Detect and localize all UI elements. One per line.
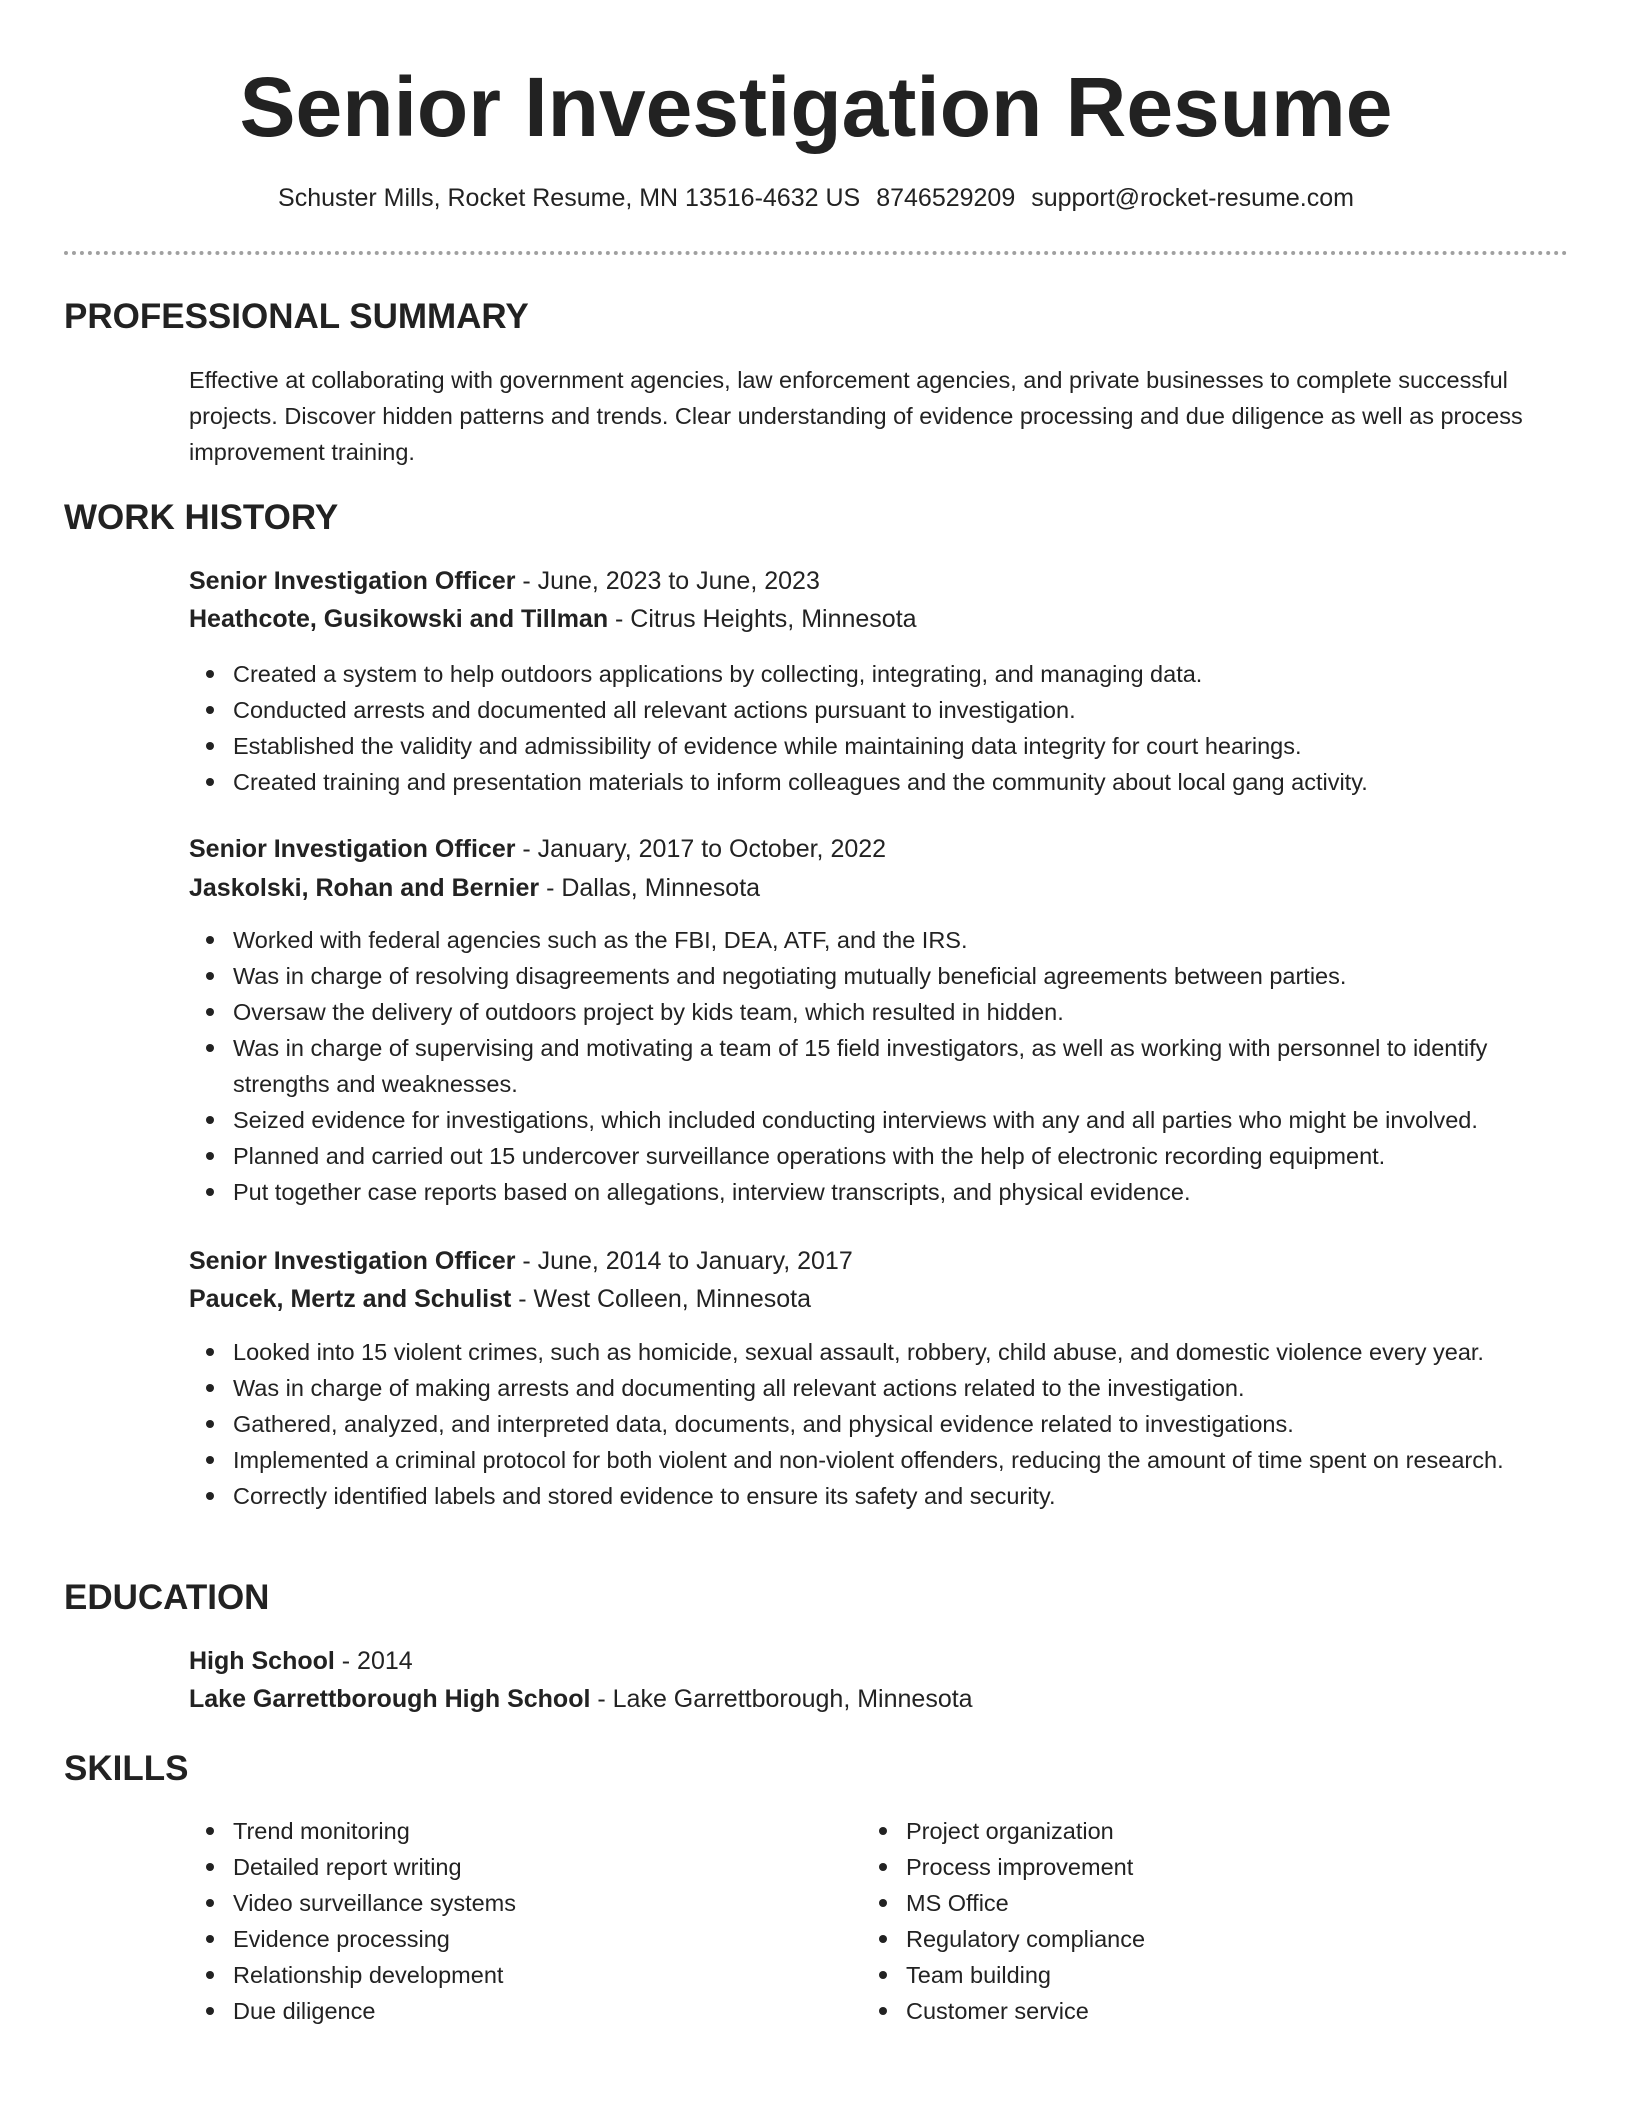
job-bullet: Created a system to help outdoors applications by collecting, integrating, and managing data. (189, 656, 1569, 692)
skill-item: Detailed report writing (189, 1849, 789, 1885)
job-dates: - June, 2014 to January, 2017 (515, 1247, 853, 1275)
job-company: Heathcote, Gusikowski and Tillman (189, 605, 609, 633)
job-company: Paucek, Mertz and Schulist (189, 1285, 512, 1313)
job-company-line (189, 601, 917, 637)
skills-list-right (862, 1813, 1462, 2029)
education-heading: EDUCATION (64, 1578, 270, 1617)
job-bullet: Gathered, analyzed, and interpreted data, documents, and physical evidence related to investigations. (189, 1406, 1569, 1442)
education-degree-line (189, 1643, 413, 1679)
job-bullet: Established the validity and admissibility of evidence while maintaining data integrity for court hearings. (189, 728, 1569, 764)
contact-phone: 8746529209 (876, 184, 1016, 212)
education-location: - Lake Garrettborough, Minnesota (590, 1685, 973, 1713)
job-dates: - January, 2017 to October, 2022 (515, 835, 887, 863)
skills-heading: SKILLS (64, 1749, 189, 1788)
job-bullet: Was in charge of supervising and motivating a team of 15 field investigators, as well as working with personnel to identify strengths and weaknesses. (189, 1030, 1569, 1102)
skill-item: Due diligence (189, 1993, 789, 2029)
skill-item: Regulatory compliance (862, 1921, 1462, 1957)
education-year: - 2014 (334, 1647, 413, 1675)
job-location: - Dallas, Minnesota (539, 874, 761, 902)
skill-item: Evidence processing (189, 1921, 789, 1957)
skill-item: Relationship development (189, 1957, 789, 1993)
job-company: Jaskolski, Rohan and Bernier (189, 874, 540, 902)
job-bullet: Looked into 15 violent crimes, such as homicide, sexual assault, robbery, child abuse, and domestic violence every year. (189, 1334, 1569, 1370)
skill-item: Project organization (862, 1813, 1462, 1849)
contact-line (0, 180, 1632, 216)
job-role: Senior Investigation Officer (189, 567, 516, 595)
skills-list-left (189, 1813, 789, 2029)
work-history-heading: WORK HISTORY (64, 498, 339, 537)
skill-item: Video surveillance systems (189, 1885, 789, 1921)
education-school: Lake Garrettborough High School (189, 1685, 591, 1713)
job-bullet: Planned and carried out 15 undercover surveillance operations with the help of electronic recording equipment. (189, 1138, 1569, 1174)
skill-item: Trend monitoring (189, 1813, 789, 1849)
skill-item: Customer service (862, 1993, 1462, 2029)
education-degree: High School (189, 1647, 335, 1675)
skill-item: Process improvement (862, 1849, 1462, 1885)
job-bullet: Oversaw the delivery of outdoors project by kids team, which resulted in hidden. (189, 994, 1569, 1030)
resume-title: Senior Investigation Resume (239, 60, 1393, 154)
job-bullet: Worked with federal agencies such as the FBI, DEA, ATF, and the IRS. (189, 922, 1569, 958)
job-dates: - June, 2023 to June, 2023 (515, 567, 820, 595)
summary-heading: PROFESSIONAL SUMMARY (64, 297, 529, 336)
job-role: Senior Investigation Officer (189, 835, 516, 863)
job-role: Senior Investigation Officer (189, 1247, 516, 1275)
job-company-line (189, 1281, 811, 1317)
job-bullets (189, 1334, 1569, 1514)
job-title-line (189, 563, 820, 599)
education-school-line (189, 1681, 973, 1717)
header-divider (64, 251, 1568, 255)
job-bullet: Correctly identified labels and stored evidence to ensure its safety and security. (189, 1478, 1569, 1514)
job-bullets (189, 922, 1569, 1210)
job-bullet: Created training and presentation materials to inform colleagues and the community about local gang activity. (189, 764, 1569, 800)
job-title-line (189, 831, 886, 867)
job-company-line (189, 870, 760, 906)
job-bullet: Was in charge of making arrests and documenting all relevant actions related to the investigation. (189, 1370, 1569, 1406)
job-bullet: Conducted arrests and documented all relevant actions pursuant to investigation. (189, 692, 1569, 728)
job-bullet: Seized evidence for investigations, which included conducting interviews with any and all parties who might be involved. (189, 1102, 1569, 1138)
summary-text: Effective at collaborating with government agencies, law enforcement agencies, and private businesses to complete successful projects. Discover hidden patterns and trends. Clear understanding of evidence processing and due diligence as well as process improvement training. (189, 367, 1523, 465)
job-location: - West Colleen, Minnesota (511, 1285, 811, 1313)
contact-email: support@rocket-resume.com (1031, 184, 1354, 212)
job-location: - Citrus Heights, Minnesota (608, 605, 917, 633)
job-bullet: Was in charge of resolving disagreements and negotiating mutually beneficial agreements between parties. (189, 958, 1569, 994)
contact-address: Schuster Mills, Rocket Resume, MN 13516-4632 US (278, 184, 861, 212)
job-bullets (189, 656, 1569, 800)
job-bullet: Put together case reports based on allegations, interview transcripts, and physical evidence. (189, 1174, 1569, 1210)
skill-item: MS Office (862, 1885, 1462, 1921)
job-bullet: Implemented a criminal protocol for both violent and non-violent offenders, reducing the amount of time spent on research. (189, 1442, 1569, 1478)
skill-item: Team building (862, 1957, 1462, 1993)
job-title-line (189, 1243, 853, 1279)
